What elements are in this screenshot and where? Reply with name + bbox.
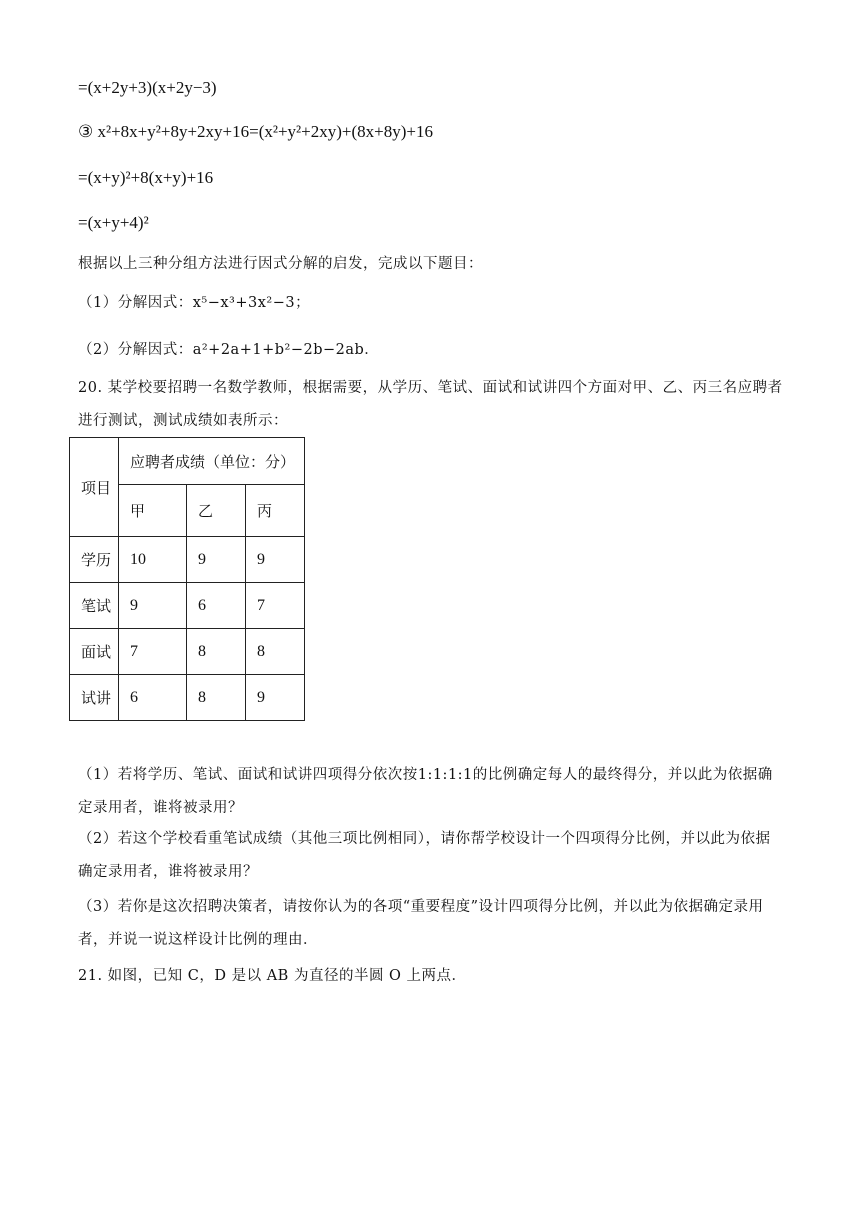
- score-cell: 9: [187, 537, 246, 583]
- intro-text: 根据以上三种分组方法进行因式分解的启发，完成以下题目：: [78, 256, 483, 272]
- question-21: 21. 如图，已知 C，D 是以 AB 为直径的半圆 O 上两点．: [78, 968, 467, 984]
- score-cell: 6: [187, 583, 246, 629]
- math-line-1: =(x+2y+3)(x+2y−3): [78, 78, 217, 97]
- question-19-part-2: （2）分解因式：a²+2a+1+b²−2b−2ab．: [78, 342, 380, 358]
- score-cell: 6: [119, 675, 187, 721]
- part-2-line-2: 确定录用者，谁将被录用？: [78, 864, 258, 880]
- table-corner-cell: 项目: [70, 438, 119, 537]
- question-20-line-2: 进行测试，测试成绩如表所示：: [78, 413, 288, 429]
- score-cell: 8: [187, 629, 246, 675]
- score-cell: 7: [119, 629, 187, 675]
- table-row: [70, 537, 305, 583]
- row-item-label: 笔试: [70, 583, 119, 629]
- part-1-line-1: （1）若将学历、笔试、面试和试讲四项得分依次按1:1:1:1的比例确定每人的最终得分，并以此为依据确: [78, 767, 773, 783]
- part-2-line-1: （2）若这个学校看重笔试成绩（其他三项比例相同），请你帮学校设计一个四项得分比例，并以此为依据: [78, 831, 771, 847]
- math-line-4: =(x+y+4)²: [78, 213, 149, 232]
- part-3-line-1: （3）若你是这次招聘决策者，请按你认为的各项“重要程度”设计四项得分比例，并以此为依据确定录用: [78, 899, 764, 915]
- score-cell: 9: [246, 675, 305, 721]
- score-cell: 8: [246, 629, 305, 675]
- table-row: [70, 675, 305, 721]
- score-cell: 9: [246, 537, 305, 583]
- table-row: [70, 583, 305, 629]
- math-line-2: ③ x²+8x+y²+8y+2xy+16=(x²+y²+2xy)+(8x+8y)+16: [78, 122, 433, 141]
- score-table: [69, 437, 305, 721]
- question-19-part-1: （1）分解因式：x⁵−x³+3x²−3；: [78, 295, 311, 311]
- row-item-label: 试讲: [70, 675, 119, 721]
- question-20-line-1: 20. 某学校要招聘一名数学教师，根据需要，从学历、笔试、面试和试讲四个方面对甲、乙、丙三名应聘者: [78, 380, 783, 396]
- score-cell: 10: [119, 537, 187, 583]
- score-cell: 7: [246, 583, 305, 629]
- candidate-header: 丙: [246, 485, 305, 537]
- row-item-label: 面试: [70, 629, 119, 675]
- candidate-header: 乙: [187, 485, 246, 537]
- candidate-header: 甲: [119, 485, 187, 537]
- table-row: [70, 629, 305, 675]
- part-1-line-2: 定录用者，谁将被录用？: [78, 800, 243, 816]
- table-group-header: 应聘者成绩（单位：分）: [119, 438, 305, 485]
- math-line-3: =(x+y)²+8(x+y)+16: [78, 168, 214, 187]
- score-cell: 8: [187, 675, 246, 721]
- row-item-label: 学历: [70, 537, 119, 583]
- score-cell: 9: [119, 583, 187, 629]
- part-3-line-2: 者，并说一说这样设计比例的理由．: [78, 932, 318, 948]
